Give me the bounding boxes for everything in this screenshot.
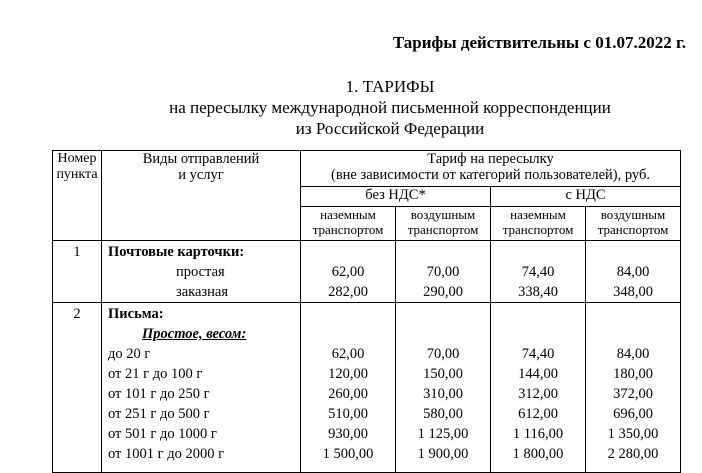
section-title: Почтовые карточки: <box>108 244 245 260</box>
header-ground-line: наземным <box>510 207 566 222</box>
value-cell: 310,00 <box>423 386 463 402</box>
document-title <box>0 76 702 139</box>
value-cell: 1 500,00 <box>322 446 374 462</box>
value-cell: 1 125,00 <box>417 426 469 442</box>
section-postcards <box>53 241 681 303</box>
header-ground <box>301 207 396 241</box>
value-cell: 510,00 <box>328 406 368 422</box>
row-label: от 251 г до 500 г <box>108 406 210 422</box>
value-cell: 1 800,00 <box>512 446 564 462</box>
header-air-line: транспортом <box>407 222 479 237</box>
header-air-line: воздушным <box>410 207 476 222</box>
header-ground-line: наземным <box>320 207 376 222</box>
ground-vat-values <box>491 241 586 303</box>
value-cell: 180,00 <box>613 366 653 382</box>
header-air-line: транспортом <box>597 222 669 237</box>
value-cell: 290,00 <box>423 284 463 300</box>
header-with-vat: с НДС <box>491 187 681 207</box>
header-tariff-line: (вне зависимости от категорий пользователей), руб. <box>331 167 650 183</box>
header-without-vat: без НДС* <box>301 187 491 207</box>
title-line-3: из Российской Федерации <box>295 119 485 138</box>
title-line-1: 1. ТАРИФЫ <box>345 77 435 96</box>
row-label: от 501 г до 1000 г <box>108 426 217 442</box>
air-vat-values <box>586 303 681 473</box>
header-tariff <box>301 151 681 187</box>
value-cell: 930,00 <box>328 426 368 442</box>
ground-no-vat-values <box>301 241 396 303</box>
air-no-vat-values <box>396 241 491 303</box>
row-label: от 21 г до 100 г <box>108 366 203 382</box>
header-kinds <box>102 151 301 241</box>
ground-vat-values <box>491 303 586 473</box>
header-ground-line: транспортом <box>312 222 384 237</box>
value-cell: 84,00 <box>616 264 650 280</box>
item-names <box>102 303 301 473</box>
value-cell: 580,00 <box>423 406 463 422</box>
header-ground <box>491 207 586 241</box>
value-cell: 338,40 <box>518 284 558 300</box>
header-row-1 <box>53 151 681 187</box>
air-vat-values <box>586 241 681 303</box>
value-cell: 1 350,00 <box>607 426 659 442</box>
ground-no-vat-values <box>301 303 396 473</box>
row-label: до 20 г <box>108 346 151 362</box>
value-cell: 282,00 <box>328 284 368 300</box>
header-tariff-line: Тариф на пересылку <box>427 151 554 167</box>
header-air <box>396 207 491 241</box>
value-cell: 372,00 <box>613 386 653 402</box>
value-cell: 1 116,00 <box>512 426 564 442</box>
header-number-line: пункта <box>56 167 98 182</box>
row-label: заказная <box>176 284 229 300</box>
row-label: от 1001 г до 2000 г <box>108 446 225 462</box>
header-number-line: Номер <box>57 151 97 166</box>
value-cell: 312,00 <box>518 386 558 402</box>
value-cell: 84,00 <box>616 346 650 362</box>
value-cell: 120,00 <box>328 366 368 382</box>
value-cell: 74,40 <box>521 264 555 280</box>
value-cell: 348,00 <box>613 284 653 300</box>
value-cell: 62,00 <box>331 346 365 362</box>
value-cell: 612,00 <box>518 406 558 422</box>
title-line-2: на пересылку международной письменной корреспонденции <box>169 98 611 117</box>
item-names <box>102 241 301 303</box>
row-label: от 101 г до 250 г <box>108 386 210 402</box>
value-cell: 144,00 <box>518 366 558 382</box>
value-cell: 1 900,00 <box>417 446 469 462</box>
header-kinds-line: Виды отправлений <box>142 151 260 167</box>
validity-date: Тарифы действительны с 01.07.2022 г. <box>392 33 686 52</box>
value-cell: 62,00 <box>331 264 365 280</box>
value-cell: 260,00 <box>328 386 368 402</box>
section-subtitle: Простое, весом: <box>142 326 247 342</box>
section-letters <box>53 303 681 473</box>
value-cell: 150,00 <box>423 366 463 382</box>
item-number: 2 <box>53 303 102 473</box>
header-air-line: воздушным <box>600 207 666 222</box>
tariff-table <box>52 150 681 473</box>
section-title: Письма: <box>108 306 164 322</box>
header-kinds-line: и услуг <box>178 167 224 183</box>
air-no-vat-values <box>396 303 491 473</box>
item-number: 1 <box>53 241 102 303</box>
value-cell: 74,40 <box>521 346 555 362</box>
header-ground-line: транспортом <box>502 222 574 237</box>
value-cell: 2 280,00 <box>607 446 659 462</box>
header-number <box>53 151 102 241</box>
row-label: простая <box>176 264 225 280</box>
value-cell: 70,00 <box>426 264 460 280</box>
value-cell: 696,00 <box>613 406 653 422</box>
value-cell: 70,00 <box>426 346 460 362</box>
header-air <box>586 207 681 241</box>
